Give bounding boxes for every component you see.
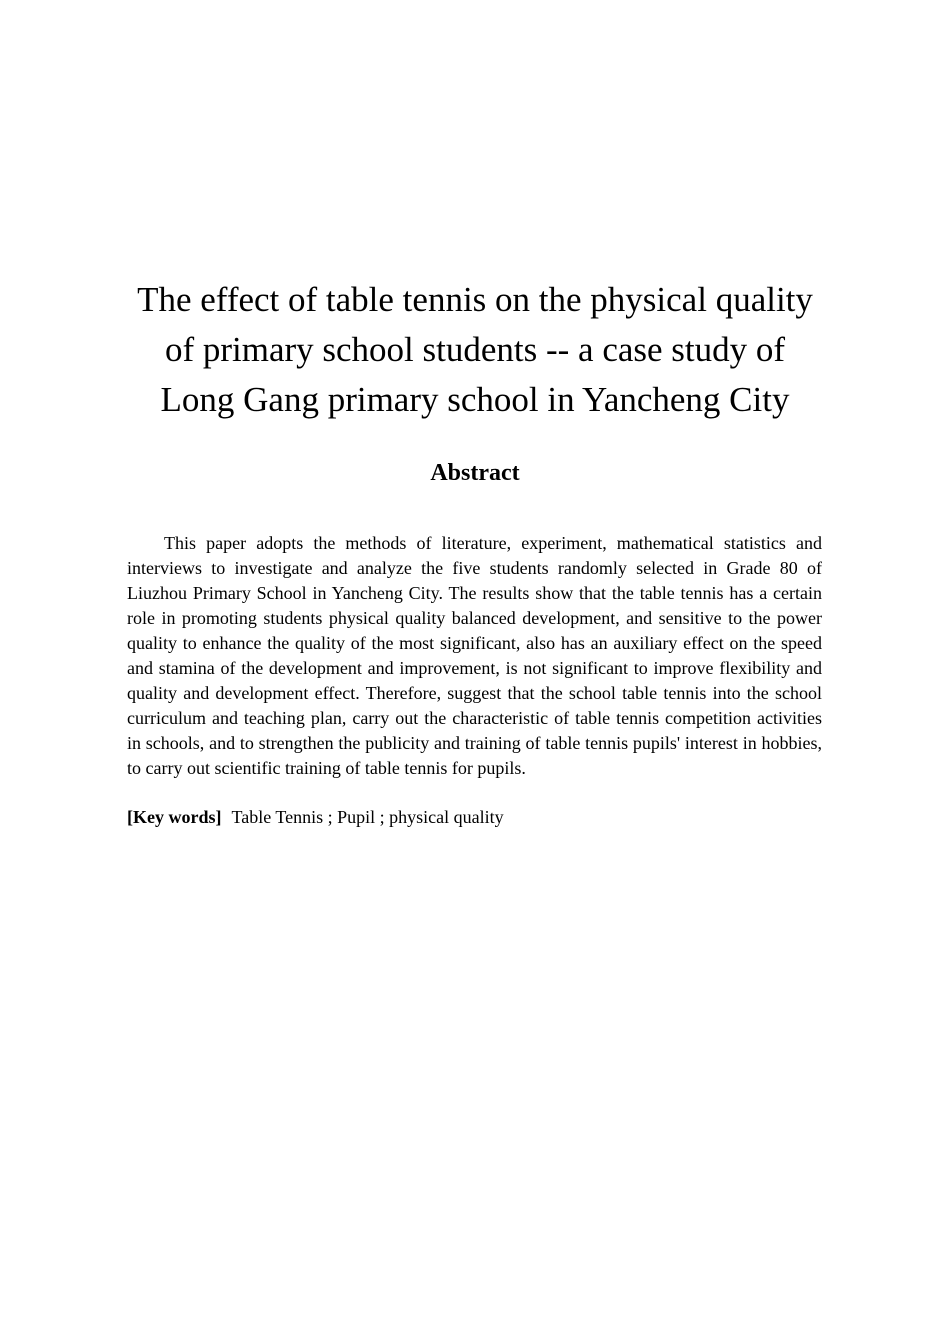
abstract-heading: Abstract [430,460,520,486]
paper-title [100,275,850,425]
keywords-values: Table Tennis ; Pupil ; physical quality [231,807,504,827]
title-line-3: Long Gang primary school in Yancheng City [160,380,790,419]
keywords-label: [Key words] [127,807,222,827]
title-line-1: The effect of table tennis on the physical quality [137,280,813,319]
keywords-line [127,805,822,830]
title-line-2: of primary school students -- a case study of [164,330,786,369]
abstract-body: This paper adopts the methods of literature, experiment, mathematical statistics and interviews to investigate and analyze the five students randomly selected in Grade 80 of Liuzhou Primary School in Yancheng City. The results show that the table tennis has a certain role in promoting students physical quality balanced development, and sensitive to the power quality to enhance the quality of the most significant, also has an auxiliary effect on the speed and stamina of the development and improvement, is not significant to improve flexibility and quality and development effect. Therefore, suggest that the school table tennis into the school curriculum and teaching plan, carry out the characteristic of table tennis competition activities in schools, and to strengthen the publicity and training of table tennis pupils' interest in hobbies, to carry out scientific training of table tennis for pupils. [127,533,822,778]
